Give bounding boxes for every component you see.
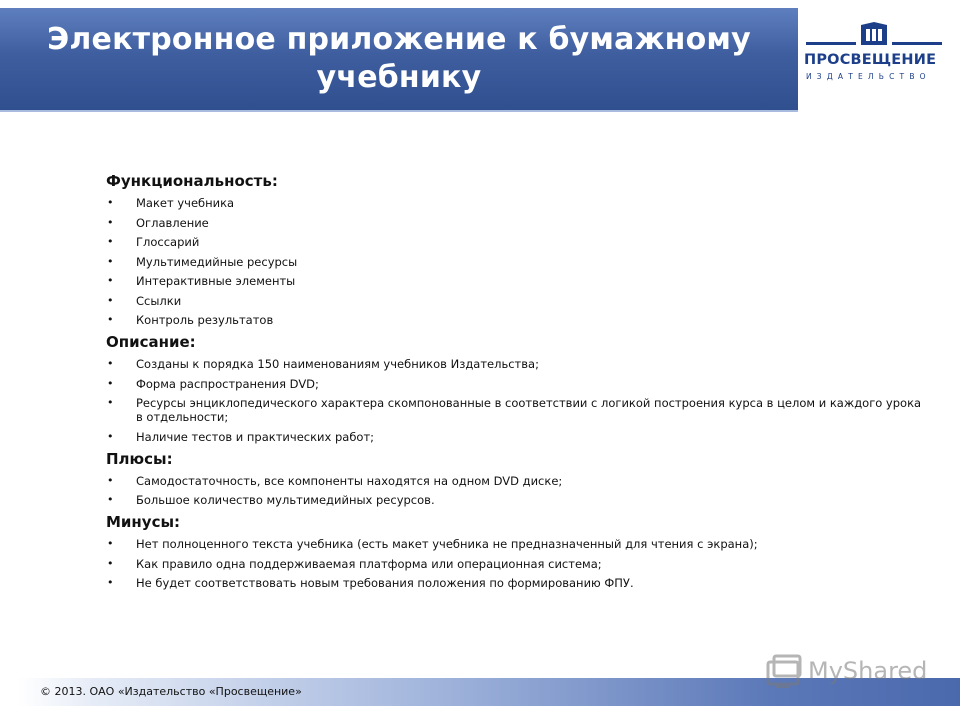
bullet-icon: •	[107, 357, 114, 370]
bullet-icon: •	[107, 235, 114, 248]
pros-list	[106, 474, 926, 508]
publisher-name: ПРОСВЕЩЕНИЕ	[804, 52, 937, 68]
section-heading-functionality: Функциональность:	[106, 172, 278, 190]
footer-copyright: © 2013. ОАО «Издательство «Просвещение»	[40, 685, 302, 698]
bullet-icon: •	[107, 376, 114, 390]
list-item: • Как правило одна поддерживаемая платформа или операционная система;	[107, 556, 602, 571]
list-item: • Ресурсы энциклопедического характера скомпонованные в соответствии с логикой построения курса в целом и каждого урока в отдельности;	[107, 396, 922, 424]
bullet-icon: •	[107, 215, 114, 229]
section-heading-pros: Плюсы:	[106, 449, 173, 468]
bullet-icon: •	[107, 274, 114, 287]
bullet-icon: •	[107, 254, 114, 268]
slide-title: Электронное приложение к бумажному учебнику	[47, 22, 751, 95]
list-item: • Не будет соответствовать новым требования положения по формированию ФПУ.	[107, 576, 634, 590]
description-list	[106, 357, 926, 444]
list-item: • Мультимедийные ресурсы	[107, 254, 298, 269]
list-item: • Нет полноценного текста учебника (есть макет учебника не предназначенный для чтения с экрана);	[107, 537, 758, 551]
watermark	[766, 654, 926, 690]
list-item: • Форма распространения DVD;	[107, 376, 319, 391]
bullet-icon: •	[107, 396, 114, 409]
bullet-icon: •	[107, 473, 114, 487]
cons-list	[106, 537, 926, 590]
list-item: • Созданы к порядка 150 наименованиям учебников Издательства;	[107, 357, 539, 371]
list-item: • Самодостаточность, все компоненты находятся на одном DVD диске;	[107, 473, 563, 488]
publisher-emblem-icon	[804, 22, 944, 48]
bullet-icon: •	[107, 293, 114, 307]
title-banner	[0, 8, 798, 112]
list-item: • Глоссарий	[107, 235, 200, 249]
publisher-subtitle: ИЗДАТЕЛЬСТВО	[806, 72, 931, 81]
watermark-logo-icon	[766, 654, 806, 690]
bullet-icon: •	[107, 313, 114, 326]
bullet-icon: •	[107, 576, 114, 589]
section-heading-cons: Минусы:	[106, 513, 181, 531]
list-item: • Ссылки	[107, 293, 182, 308]
bullet-icon: •	[107, 556, 114, 570]
slide-body	[106, 172, 926, 596]
bullet-icon: •	[107, 493, 114, 506]
functionality-list	[106, 196, 926, 327]
list-item: • Наличие тестов и практических работ;	[107, 429, 375, 444]
list-item: • Большое количество мультимедийных ресурсов.	[107, 493, 435, 507]
list-item: • Интерактивные элементы	[107, 274, 296, 288]
list-item: • Контроль результатов	[107, 313, 274, 327]
bullet-icon: •	[107, 429, 114, 443]
list-item: • Макет учебника	[107, 196, 235, 210]
list-item: • Оглавление	[107, 215, 209, 230]
section-heading-description: Описание:	[106, 333, 196, 351]
bullet-icon: •	[107, 537, 114, 550]
bullet-icon: •	[107, 196, 114, 209]
publisher-logo	[804, 22, 944, 92]
watermark-text: MyShared	[808, 657, 928, 685]
